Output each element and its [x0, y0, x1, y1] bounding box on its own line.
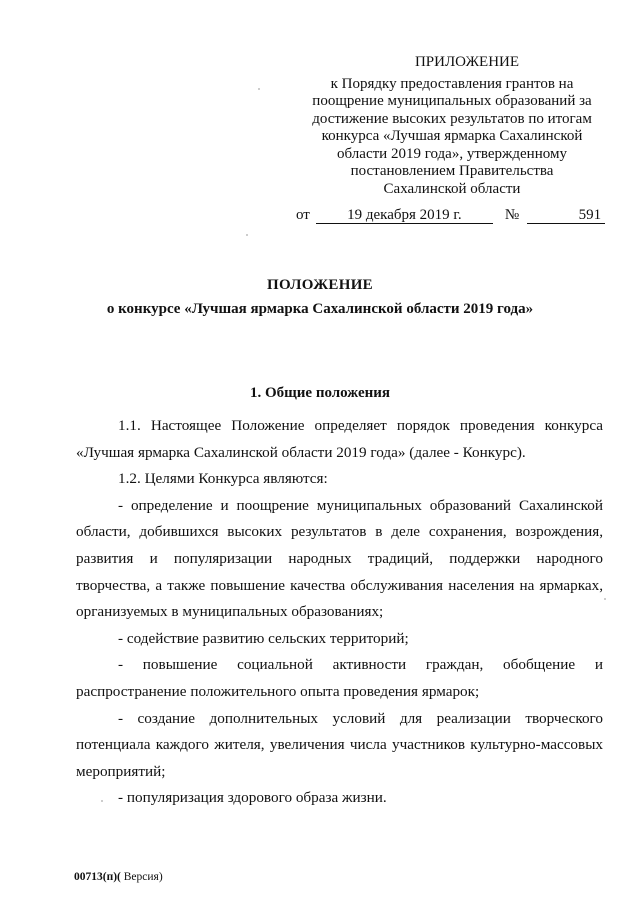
- document-subtitle: о конкурсе «Лучшая ярмарка Сахалинской области 2019 года»: [106, 301, 534, 317]
- section-heading: 1. Общие положения: [249, 385, 391, 401]
- scan-speck: [604, 598, 606, 600]
- appendix-line: достижение высоких результатов по итогам: [312, 110, 592, 127]
- paragraph: - популяризация здорового образа жизни.: [118, 789, 387, 807]
- paragraph: - определение и поощрение муниципальных образований Сахалинской области, добившихся высоких результатов в деле сохранения, возрождения, развития и популяризации народных традиций, поддержки народного творчества, а также повышение качества обслуживания населения на ярмарках, организуемых в муниципальных образованиях;: [76, 496, 603, 621]
- footer-version: Версия): [120, 871, 163, 883]
- decree-number-label: №: [504, 207, 520, 223]
- decree-number: 591: [527, 207, 605, 224]
- appendix-line: постановлением Правительства: [350, 163, 554, 179]
- appendix-line: области 2019 года», утвержденному: [337, 145, 567, 162]
- scan-speck: [258, 88, 260, 90]
- paragraph: - создание дополнительных условий для реализации творческого потенциала каждого жителя, увеличения числа участников культурно-массовых мероприятий;: [76, 709, 603, 780]
- footer-code: 00713(п)(: [74, 871, 121, 883]
- paragraph: 1.1. Настоящее Положение определяет порядок проведения конкурса «Лучшая ярмарка Сахалинской области 2019 года» (далее - Конкурс).: [76, 417, 603, 461]
- appendix-line: поощрение муниципальных образований за: [312, 93, 592, 109]
- appendix-title: ПРИЛОЖЕНИЕ: [414, 54, 520, 70]
- decree-from-label: от: [296, 207, 310, 223]
- decree-date: 19 декабря 2019 г.: [316, 207, 493, 224]
- paragraph: - содействие развитию сельских территорий;: [118, 629, 409, 647]
- paragraph: 1.2. Целями Конкурса являются:: [118, 470, 328, 488]
- appendix-line: Сахалинской области: [383, 180, 521, 197]
- footer-document-code: [74, 871, 163, 883]
- decree-reference: [296, 206, 616, 224]
- paragraph: - повышение социальной активности граждан, обобщение и распространение положительного опыта проведения ярмарок;: [76, 656, 603, 700]
- scan-speck: [101, 800, 103, 802]
- appendix-line: конкурса «Лучшая ярмарка Сахалинской: [321, 128, 583, 144]
- document-title: ПОЛОЖЕНИЕ: [267, 277, 373, 293]
- section-body: [76, 413, 603, 812]
- scan-speck: [246, 234, 248, 236]
- appendix-block: [282, 54, 622, 198]
- appendix-line: к Порядку предоставления грантов на: [330, 75, 574, 92]
